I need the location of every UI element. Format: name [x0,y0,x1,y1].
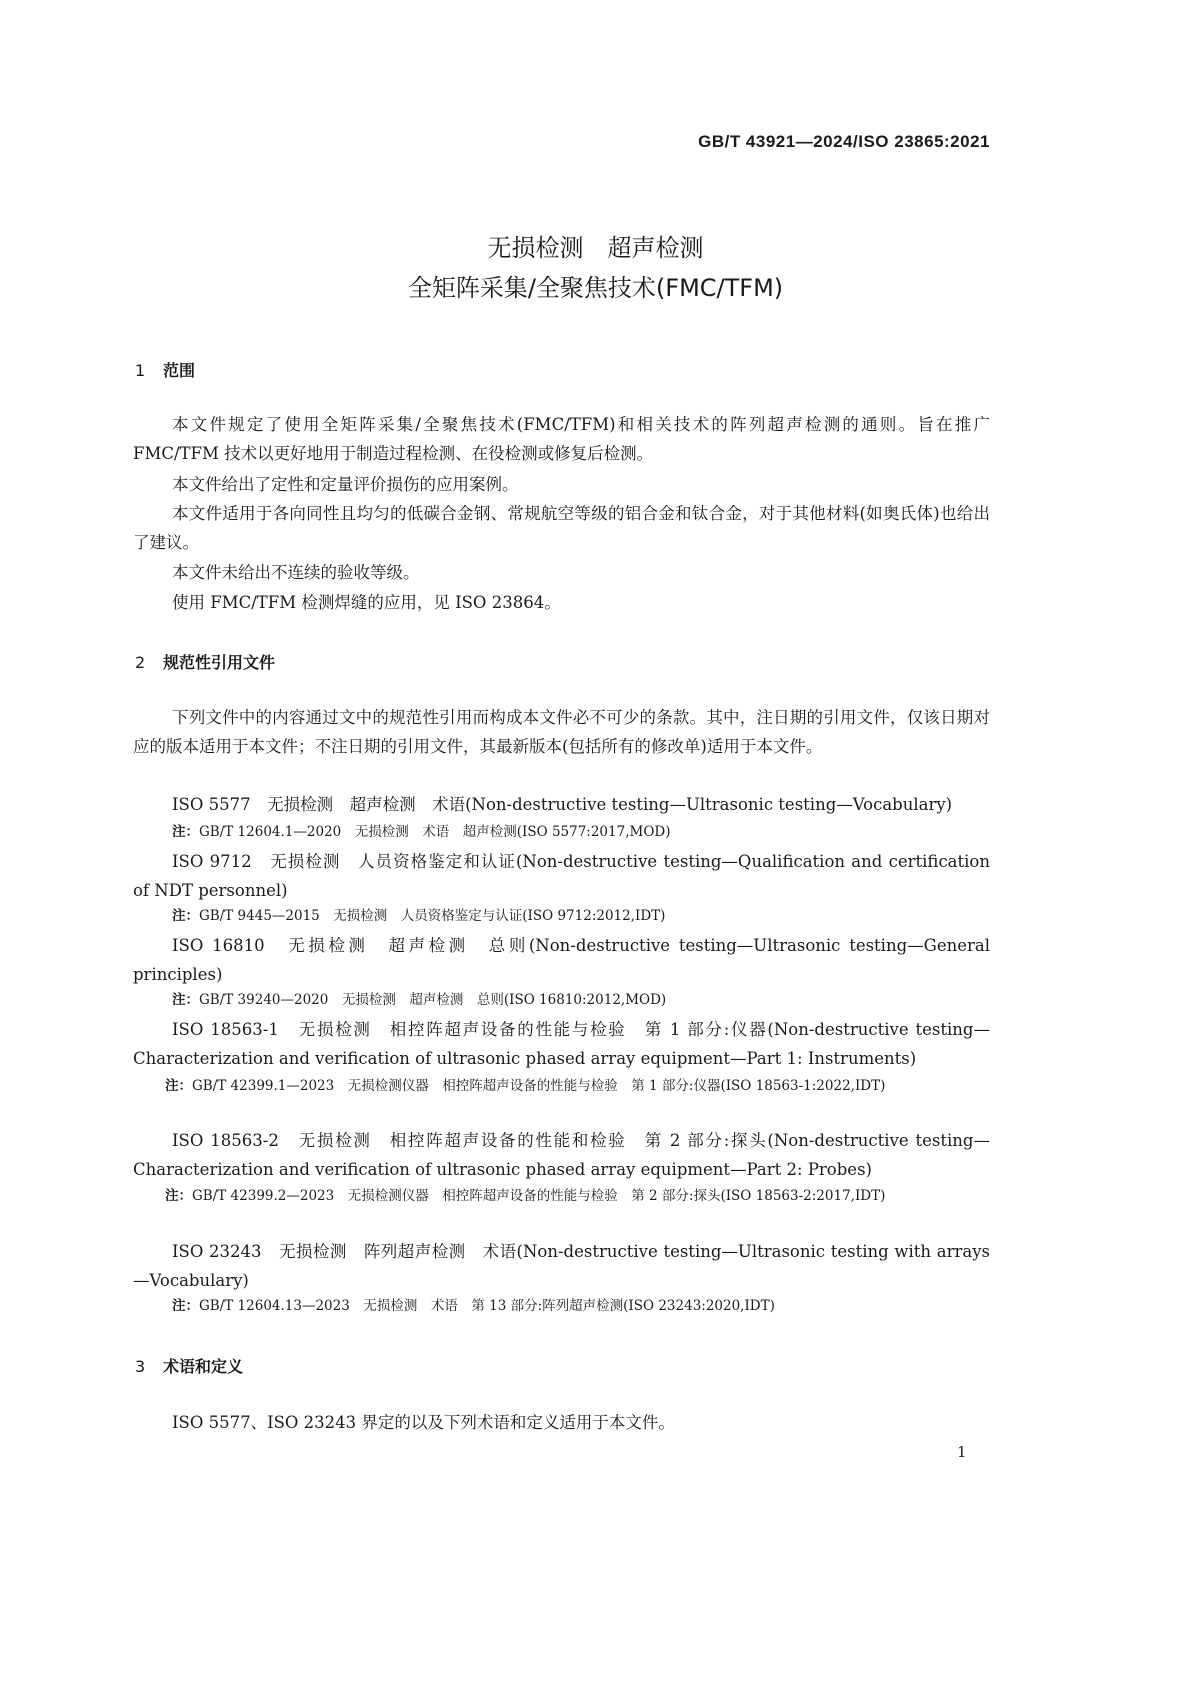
note-label: 注： [172,908,199,924]
note-text: GB/T 39240—2020 无损检测 超声检测 总则(ISO 16810:2012,MOD) [199,992,667,1008]
paragraph: 本文件给出了定性和定量评价损伤的应用案例。 [172,475,519,494]
reference-note [172,820,990,845]
reference-item: ISO 23243 无损检测 阵列超声检测 术语(Non-destructive testing—Ultrasonic testing with arrays—Vocabulary) [133,1242,990,1290]
reference-item: ISO 18563-2 无损检测 相控阵超声设备的性能和检验 第 2 部分:探头(Non-destructive testing—Characterization and verification of ultrasonic phased array equipment—Part 2: Probes) [133,1131,990,1179]
paragraph: 本文件适用于各向同性且均匀的低碳合金钢、常规航空等级的铝合金和钛合金，对于其他材料(如奥氏体)也给出了建议。 [133,504,990,552]
section-title: 范围 [163,361,196,380]
section-heading-terms-definitions [135,1354,243,1377]
reference-note [172,904,990,929]
note-label: 注： [165,1078,192,1094]
paragraph: 下列文件中的内容通过文中的规范性引用而构成本文件必不可少的条款。其中，注日期的引用文件，仅该日期对应的版本适用于本文件；不注日期的引用文件，其最新版本(包括所有的修改单)适用于本文件。 [133,708,990,756]
standard-number: GB/T 43921—2024/ISO 23865:2021 [698,132,990,151]
document-title-line2: 全矩阵采集/全聚焦技术(FMC/TFM) [407,274,784,302]
section-number: 1 [135,361,146,380]
reference-note [165,1184,1013,1209]
note-label: 注： [172,992,199,1008]
section-heading-scope [135,358,195,381]
note-text: GB/T 42399.1—2023 无损检测仪器 相控阵超声设备的性能与检验 第 1 部分:仪器(ISO 18563-1:2022,IDT) [192,1078,886,1094]
note-text: GB/T 9445—2015 无损检测 人员资格鉴定与认证(ISO 9712:2012,IDT) [199,908,666,924]
note-label: 注： [172,1298,199,1314]
reference-item: ISO 16810 无损检测 超声检测 总则(Non-destructive testing—Ultrasonic testing—General principles) [133,936,990,984]
reference-note [165,1074,1013,1099]
note-text: GB/T 12604.13—2023 无损检测 术语 第 13 部分:阵列超声检测(ISO 23243:2020,IDT) [199,1298,775,1314]
document-title-line1: 无损检测 超声检测 [487,234,704,262]
paragraph: ISO 5577、ISO 23243 界定的以及下列术语和定义适用于本文件。 [172,1413,675,1432]
reference-item: ISO 5577 无损检测 超声检测 术语(Non-destructive testing—Ultrasonic testing—Vocabulary) [172,795,953,814]
note-label: 注： [165,1188,192,1204]
reference-item: ISO 18563-1 无损检测 相控阵超声设备的性能与检验 第 1 部分:仪器(Non-destructive testing—Characterization and verification of ultrasonic phased array equipment—Part 1: Instruments) [133,1020,990,1068]
section-heading-normative-references [135,650,275,673]
note-text: GB/T 42399.2—2023 无损检测仪器 相控阵超声设备的性能与检验 第 2 部分:探头(ISO 18563-2:2017,IDT) [192,1188,886,1204]
section-number: 3 [135,1357,146,1376]
paragraph: 使用 FMC/TFM 检测焊缝的应用，见 ISO 23864。 [172,593,561,612]
section-number: 2 [135,653,146,672]
note-label: 注： [172,824,199,840]
section-title: 规范性引用文件 [163,653,276,672]
section-title: 术语和定义 [163,1357,244,1376]
reference-note [172,988,990,1013]
paragraph: 本文件未给出不连续的验收等级。 [172,563,420,582]
paragraph: 本文件规定了使用全矩阵采集/全聚焦技术(FMC/TFM)和相关技术的阵列超声检测的通则。旨在推广 FMC/TFM 技术以更好地用于制造过程检测、在役检测或修复后检测。 [133,415,990,463]
reference-item: ISO 9712 无损检测 人员资格鉴定和认证(Non-destructive testing—Qualification and certification of NDT personnel) [133,852,990,900]
page-number: 1 [957,1443,967,1461]
reference-note [172,1294,990,1319]
note-text: GB/T 12604.1—2020 无损检测 术语 超声检测(ISO 5577:2017,MOD) [199,824,671,840]
